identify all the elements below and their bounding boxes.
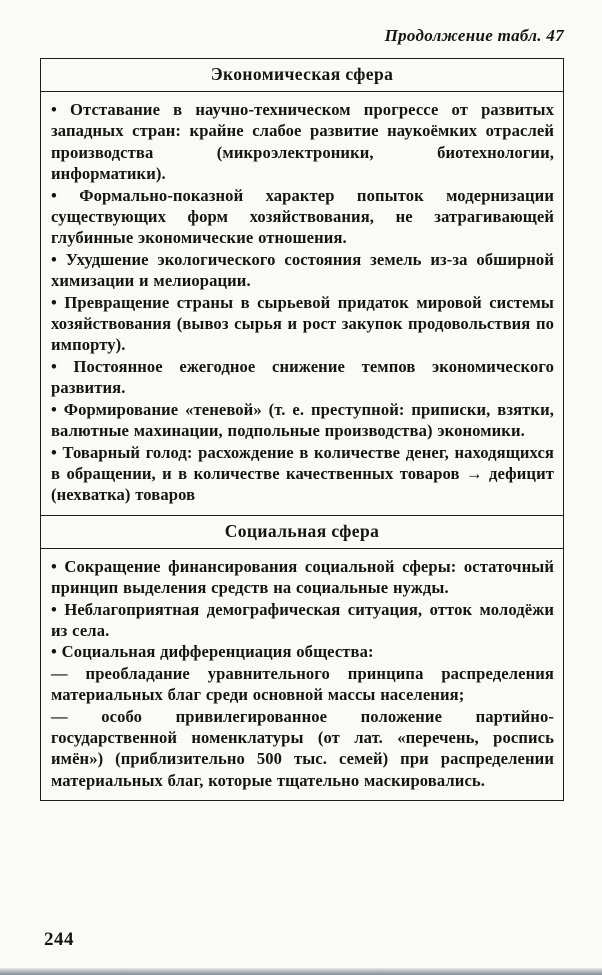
list-item: • Неблагоприятная демографическая ситуация, отток молодёжи из села. — [51, 599, 554, 640]
list-item: • Ухудшение экологического состояния земель из-за обширной химизации и мелиорации. — [51, 249, 554, 291]
list-item: • Постоянное ежегодное снижение темпов экономического развития. — [51, 356, 554, 398]
list-item: • Социальная дифференциация общества: — [51, 642, 374, 662]
list-item: • Формирование «теневой» (т. е. преступной: приписки, взятки, валютные махинации, подпольные производства) экономики. — [51, 399, 554, 441]
list-item: • Товарный голод: расхождение в количестве денег, находящихся в обращении, и в количестве качественных товаров → дефицит (нехватка) товаров — [51, 442, 554, 505]
section-body-social — [41, 549, 563, 800]
list-item: • Сокращение финансирования социальной сферы: остаточный принцип выделения средств на социальные нужды. — [51, 556, 554, 598]
section-title-social: Социальная сфера — [41, 516, 563, 549]
table-continuation-header: Продолжение табл. 47 — [384, 26, 564, 45]
list-item: • Отставание в научно-техническом прогрессе от развитых западных стран: крайне слабое развитие наукоёмких отраслей производства (микроэлектроники, биотехнологии, информатики). — [51, 100, 554, 184]
list-item: — особо привилегированное положение партийно-государственной номенклатуры (от лат. «перечень, роспись имён») (приблизительно 500 тыс. семей) при распределении материальных благ, которые тщательно маскировались. — [51, 706, 554, 790]
section-title-economic: Экономическая сфера — [41, 59, 563, 92]
page-number: 244 — [44, 929, 74, 950]
list-item: — преобладание уравнительного принципа распределения материальных благ среди основной массы населения; — [51, 663, 554, 705]
list-item: • Превращение страны в сырьевой придаток мировой системы хозяйствования (вывоз сырья и рост закупок продовольствия по импорту). — [51, 292, 554, 355]
table-47 — [40, 58, 564, 801]
section-body-economic — [41, 92, 563, 516]
scan-edge-artifact — [0, 968, 602, 975]
list-item: • Формально-показной характер попыток модернизации существующих форм хозяйствования, не затрагивающей глубинные экономические отношения. — [51, 185, 554, 248]
